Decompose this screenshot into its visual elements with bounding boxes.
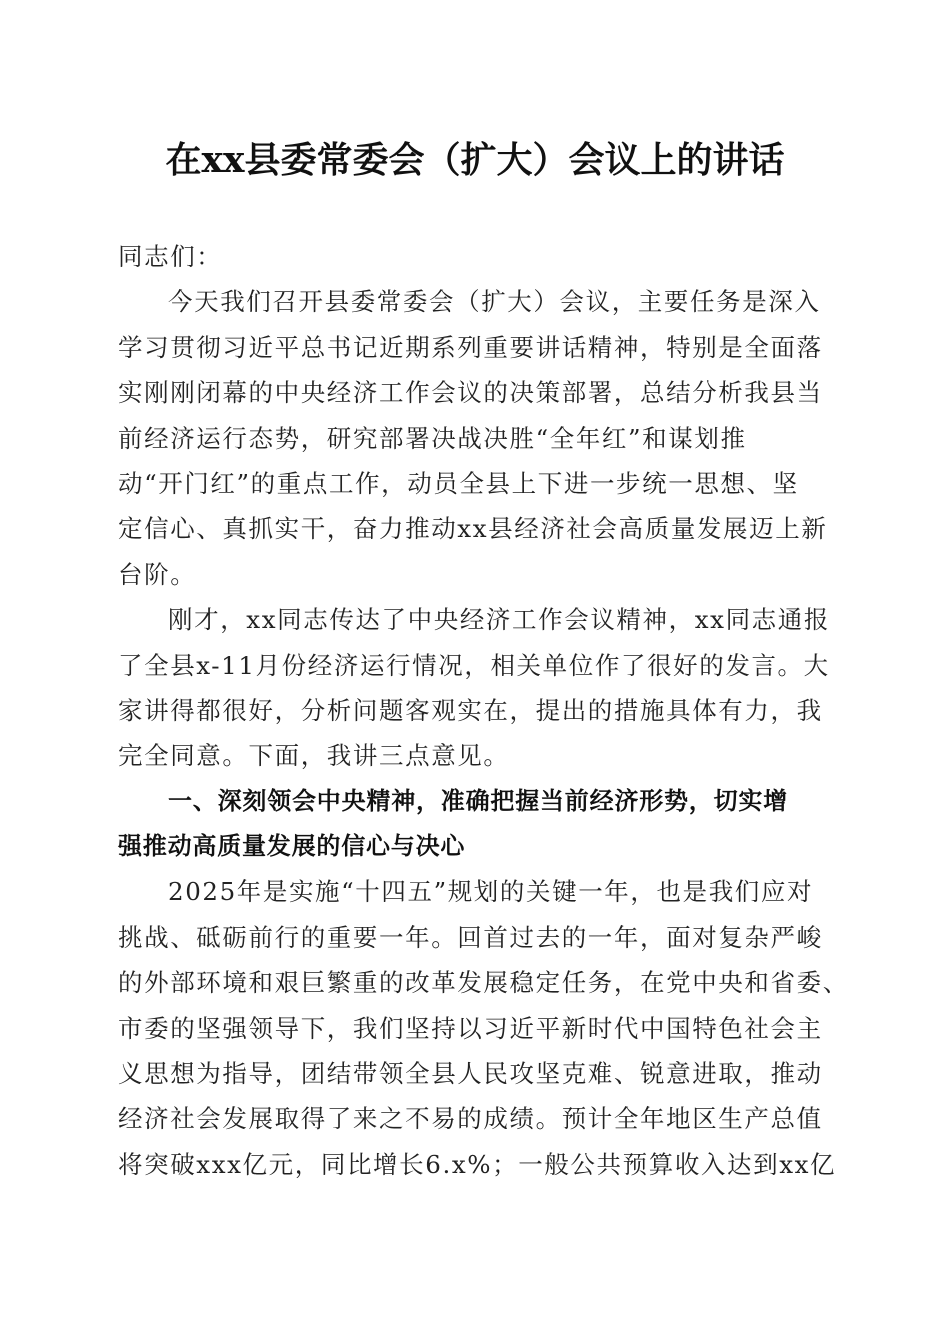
paragraph-year-review	[118, 869, 849, 1187]
text-line: 义思想为指导，团结带领全县人民攻坚克难、锐意进取，推动	[118, 1059, 823, 1089]
text-line: 实刚刚闭幕的中央经济工作会议的决策部署，总结分析我县当	[118, 378, 823, 408]
text-line: 了全县x-11月份经济运行情况，相关单位作了很好的发言。大	[118, 650, 830, 680]
salutation: 同志们：	[118, 242, 223, 271]
document-body	[118, 234, 849, 1187]
text-line: 家讲得都很好，分析问题客观实在，提出的措施具体有力，我	[118, 695, 823, 725]
text-line: 市委的坚强领导下，我们坚持以习近平新时代中国特色社会主	[118, 1013, 823, 1043]
text-line: 2025年是实施“十四五”规划的关键一年，也是我们应对	[168, 877, 814, 907]
heading-line: 一、深刻领会中央精神，准确把握当前经济形势，切实增	[168, 786, 788, 815]
text-line: 将突破xxx亿元，同比增长6.x%；一般公共预算收入达到xx亿	[118, 1149, 837, 1179]
text-line: 完全同意。下面，我讲三点意见。	[118, 741, 510, 771]
document-title: 在xx县委常委会（扩大）会议上的讲话	[165, 139, 785, 181]
paragraph-opening	[118, 279, 826, 597]
text-line: 定信心、真抓实干，奋力推动xx县经济社会高质量发展迈上新	[118, 514, 828, 544]
text-line: 台阶。	[118, 559, 197, 589]
text-line: 挑战、砥砺前行的重要一年。回首过去的一年，面对复杂严峻	[118, 922, 823, 952]
text-line: 学习贯彻习近平总书记近期系列重要讲话精神，特别是全面落	[118, 332, 823, 362]
text-line: 经济社会发展取得了来之不易的成绩。预计全年地区生产总值	[118, 1104, 823, 1134]
text-line: 刚才，xx同志传达了中央经济工作会议精神，xx同志通报	[168, 605, 830, 635]
text-line: 今天我们召开县委常委会（扩大）会议，主要任务是深入	[168, 287, 821, 317]
text-line: 动“开门红”的重点工作，动员全县上下进一步统一思想、坚	[118, 468, 799, 498]
section-heading	[118, 779, 826, 870]
heading-line: 强推动高质量发展的信心与决心	[118, 832, 466, 861]
text-line: 前经济运行态势，研究部署决战决胜“全年红”和谋划推	[118, 423, 747, 453]
text-line: 的外部环境和艰巨繁重的改革发展稳定任务，在党中央和省委、	[118, 968, 849, 998]
paragraph-review	[118, 597, 830, 779]
